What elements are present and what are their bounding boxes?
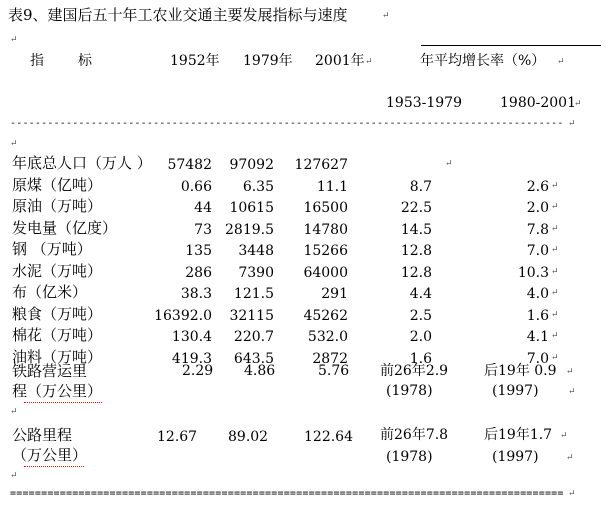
row-label: 钢 （万吨） — [12, 240, 92, 258]
header-1952: 1952年 — [170, 53, 220, 69]
header-1979: 1979年 — [243, 53, 293, 69]
row-v1952: 286 — [185, 265, 212, 281]
row-label: 年底总人口（万人 ） — [12, 154, 152, 172]
row-v1952: 135 — [185, 243, 212, 259]
row-v1952: 0.66 — [180, 179, 212, 195]
highway-label: 公路里程 — [12, 426, 73, 444]
paragraph-mark: ↵ — [568, 387, 576, 397]
row-g2: 2.6 — [526, 179, 549, 195]
highway-label-cont: （万公里） — [12, 446, 88, 464]
row-v1952: 73 — [194, 222, 212, 238]
row-label: 粮食（万吨） — [12, 305, 103, 323]
row-v2001: 11.1 — [316, 179, 348, 195]
row-v1952: 130.4 — [171, 329, 212, 345]
row-v1979: 10615 — [229, 200, 274, 216]
row-g1: 12.8 — [400, 243, 432, 259]
paragraph-mark: ↵ — [551, 202, 559, 212]
row-label: 布（亿米） — [12, 283, 88, 301]
row-v1979: 97092 — [229, 157, 274, 173]
row-g1: 2.5 — [409, 308, 432, 324]
spellcheck-underline — [24, 463, 84, 467]
row-g1: 14.5 — [400, 222, 432, 238]
row-v1952: 44 — [194, 200, 212, 216]
row-v1979: 6.35 — [242, 179, 274, 195]
row-g2: 1.6 — [526, 308, 549, 324]
railway-1979: 4.86 — [244, 363, 276, 379]
railway-growth-1: 前26年2.9 — [380, 363, 449, 379]
row-v2001: 14780 — [303, 222, 348, 238]
paragraph-mark: ↵ — [365, 57, 373, 67]
row-g2: 4.0 — [526, 286, 549, 302]
row-v2001: 127627 — [294, 157, 348, 173]
paragraph-mark: ↵ — [10, 139, 18, 149]
row-g2: 2.0 — [526, 200, 549, 216]
row-label: 水泥（万吨） — [12, 262, 103, 280]
railway-growth-2-year: (1997) — [492, 383, 539, 399]
paragraph-mark: ↵ — [557, 57, 565, 67]
row-label: 油料（万吨） — [12, 348, 103, 366]
highway-1952: 12.67 — [157, 429, 198, 445]
header-period-1980-2001: 1980-2001 — [500, 95, 576, 111]
railway-growth-1-year: (1978) — [386, 383, 433, 399]
paragraph-mark: ↵ — [551, 288, 559, 298]
paragraph-mark: ↵ — [382, 11, 390, 21]
dashed-separator: ----------------------------------------------------------------------------------------- — [10, 118, 564, 129]
paragraph-mark: ↵ — [566, 367, 574, 377]
row-g2: 7.8 — [526, 222, 549, 238]
table-title: 表9、建国后五十年工农业交通主要发展指标与速度 — [8, 6, 348, 24]
row-v2001: 16500 — [303, 200, 348, 216]
row-g1: 12.8 — [400, 265, 432, 281]
paragraph-mark: ↵ — [568, 489, 576, 499]
row-v1952: 16392.0 — [154, 308, 212, 324]
row-g2: 4.1 — [526, 329, 549, 345]
paragraph-mark: ↵ — [551, 331, 559, 341]
row-g1: 2.0 — [409, 329, 432, 345]
row-label: 发电量（亿度） — [12, 219, 118, 237]
paragraph-mark: ↵ — [551, 267, 559, 277]
paragraph-mark: ↵ — [551, 224, 559, 234]
row-g1: 8.7 — [409, 179, 432, 195]
paragraph-mark: ↵ — [551, 181, 559, 191]
paragraph-mark: ↵ — [566, 453, 574, 463]
header-indicator-b: 标 — [78, 53, 92, 69]
highway-growth-2: 后19年1.7 — [484, 427, 553, 443]
row-v2001: 45262 — [303, 308, 348, 324]
row-g2: 7.0 — [526, 351, 549, 367]
header-2001: 2001年 — [315, 53, 365, 69]
row-g2: 7.0 — [526, 243, 549, 259]
highway-growth-2-year: (1997) — [492, 449, 539, 465]
paragraph-mark: ↵ — [10, 471, 18, 481]
row-v1979: 32115 — [229, 308, 274, 324]
row-v1952: 419.3 — [171, 351, 212, 367]
row-v1979: 121.5 — [233, 286, 274, 302]
row-v2001: 532.0 — [307, 329, 348, 345]
row-v1979: 2819.5 — [225, 222, 274, 238]
row-v1979: 643.5 — [233, 351, 274, 367]
double-separator: ========================================================================================= — [10, 488, 564, 499]
row-v1979: 220.7 — [233, 329, 274, 345]
paragraph-mark: ↵ — [551, 245, 559, 255]
row-g1: 22.5 — [400, 200, 432, 216]
header-growth-rate: 年平均增长率（%） — [420, 53, 546, 69]
paragraph-mark: ↵ — [574, 99, 582, 109]
paragraph-mark: ↵ — [445, 159, 453, 169]
highway-growth-1-year: (1978) — [386, 449, 433, 465]
header-indicator-a: 指 — [30, 53, 44, 69]
paragraph-mark: ↵ — [551, 353, 559, 363]
row-g2: 10.3 — [517, 265, 549, 281]
header-period-1953-1979: 1953-1979 — [386, 95, 462, 111]
highway-2001: 122.64 — [304, 429, 353, 445]
row-v2001: 64000 — [303, 265, 348, 281]
row-label: 原煤（亿吨） — [12, 176, 103, 194]
row-v2001: 291 — [321, 286, 348, 302]
row-label: 棉花（万吨） — [12, 326, 103, 344]
header-rule — [421, 45, 601, 46]
highway-1979: 89.02 — [228, 429, 269, 445]
spellcheck-underline — [24, 399, 102, 403]
paragraph-mark: ↵ — [551, 310, 559, 320]
railway-growth-2: 后19年 0.9 — [484, 363, 557, 379]
railway-label-cont: 程（万公里） — [12, 382, 103, 400]
row-v1979: 3448 — [238, 243, 274, 259]
highway-growth-1: 前26年7.8 — [380, 427, 449, 443]
paragraph-mark: ↵ — [568, 119, 576, 129]
railway-1952: 2.29 — [182, 363, 214, 379]
row-v2001: 15266 — [303, 243, 348, 259]
row-v2001: 2872 — [312, 351, 348, 367]
row-label: 原油（万吨） — [12, 197, 103, 215]
row-g1: 4.4 — [409, 286, 432, 302]
paragraph-mark: ↵ — [10, 407, 18, 417]
row-v1952: 38.3 — [180, 286, 212, 302]
railway-2001: 5.76 — [318, 363, 350, 379]
row-v1979: 7390 — [238, 265, 274, 281]
railway-label: 铁路营运里 — [12, 362, 88, 380]
row-v1952: 57482 — [167, 157, 212, 173]
paragraph-mark: ↵ — [10, 35, 18, 45]
paragraph-mark: ↵ — [560, 431, 568, 441]
row-g1: 1.6 — [409, 351, 432, 367]
